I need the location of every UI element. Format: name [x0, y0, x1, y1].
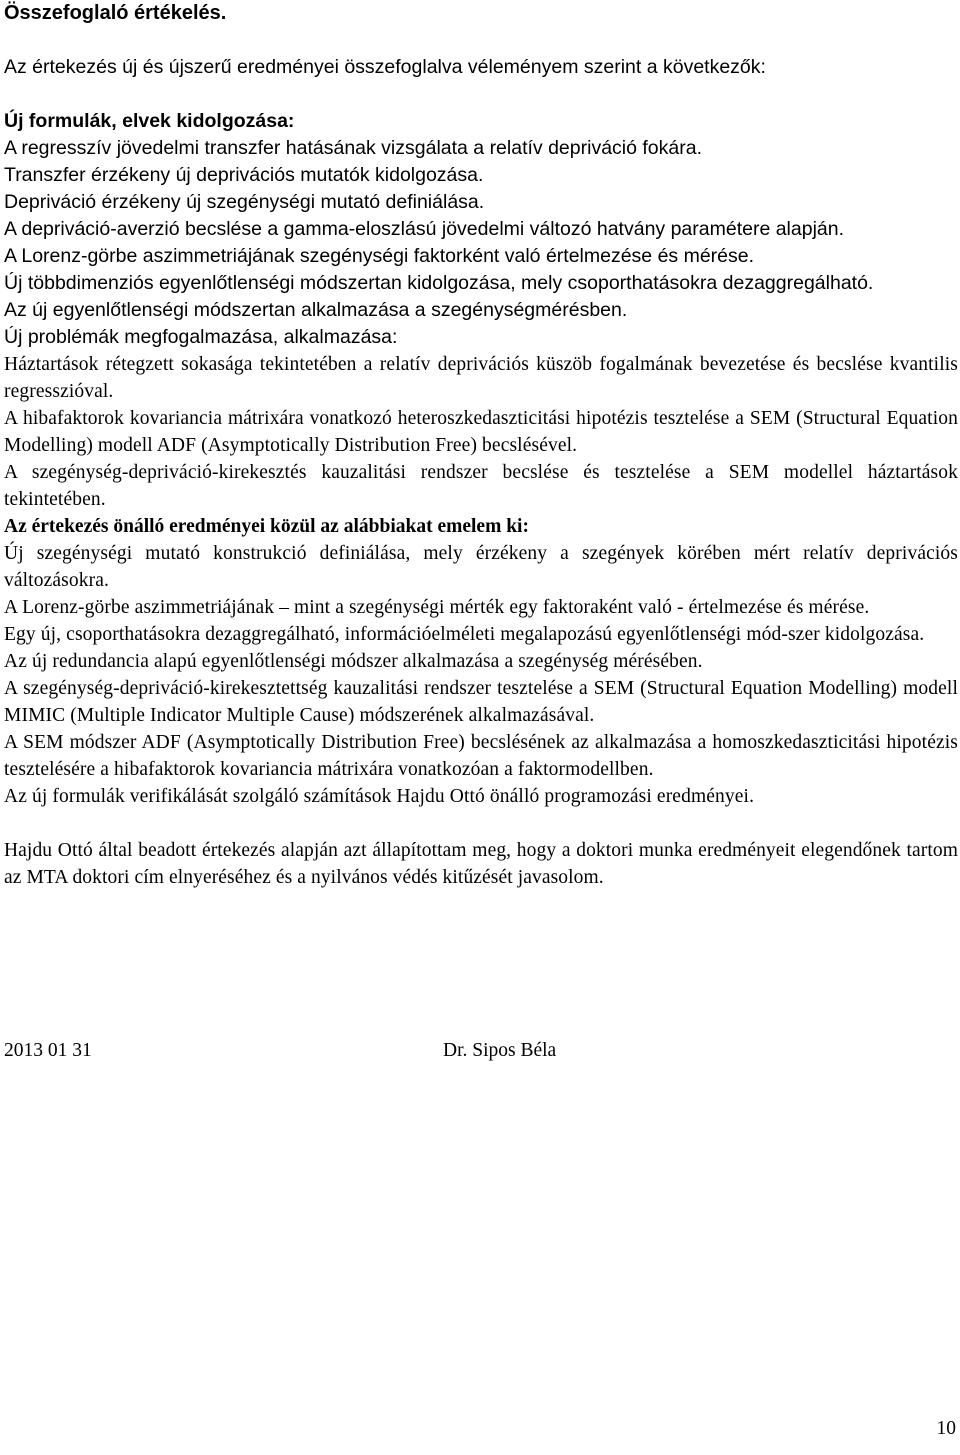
list-item: Új többdimenziós egyenlőtlenségi módszertan kidolgozása, mely csoporthatásokra dezaggregálható.: [4, 272, 874, 294]
signature-date: 2013 01 31: [4, 1040, 92, 1061]
new-problems-title: Új problémák megfogalmazása, alkalmazása:: [4, 326, 398, 348]
document-page: [4, 0, 958, 891]
independent-results-title: Az értekezés önálló eredményei közül az alábbiakat emelem ki:: [4, 516, 529, 537]
list-item: Háztartások rétegzett sokasága tekintetében a relatív deprivációs küszöb fogalmának bevezetése és becslése kvantilis regresszióval.: [4, 354, 958, 402]
list-item: Depriváció érzékeny új szegénységi mutató definiálása.: [4, 191, 485, 213]
list-item: A depriváció-averzió becslése a gamma-eloszlású jövedelmi változó hatvány paramétere alapján.: [4, 218, 845, 240]
independent-results-list: [4, 540, 958, 810]
list-item: A SEM módszer ADF (Asymptotically Distribution Free) becslésének az alkalmazása a homoszkedaszticitási hipotézis tesztelésére a hibafaktorok kovariancia mátrixára vonatkozóan a faktormodellben.: [4, 732, 958, 780]
list-item: Egy új, csoporthatásokra dezaggregálható, információelméleti megalapozású egyenlőtlenségi mód-szer kidolgozása.: [4, 624, 925, 645]
list-item: Transzfer érzékeny új deprivációs mutatók kidolgozása.: [4, 164, 484, 186]
list-item: A regresszív jövedelmi transzfer hatásának vizsgálata a relatív depriváció fokára.: [4, 137, 703, 159]
new-formulas-title: Új formulák, elvek kidolgozása:: [4, 110, 295, 132]
page-number: 10: [936, 1418, 956, 1439]
list-item: A szegénység-depriváció-kirekesztés kauzalitási rendszer becslése és tesztelése a SEM modellel háztartások tekintetében.: [4, 462, 958, 510]
conclusion-paragraph: Hajdu Ottó által beadott értekezés alapján azt állapítottam meg, hogy a doktori munka eredményeit elegendőnek tartom az MTA doktori cím elnyeréséhez és a nyilvános védés kitűzését javasolom.: [4, 840, 958, 888]
list-item: A szegénység-depriváció-kirekesztettség kauzalitási rendszer tesztelése a SEM (Structural Equation Modelling) modell MIMIC (Multiple Indicator Multiple Cause) módszerének alkalmazásával.: [4, 678, 958, 726]
list-item: A Lorenz-görbe aszimmetriájának – mint a szegénységi mérték egy faktoraként való - értelmezése és mérése.: [4, 597, 870, 618]
intro-paragraph: Az értekezés új és újszerű eredményei összefoglalva véleményem szerint a következők:: [4, 56, 766, 78]
list-item: Az új formulák verifikálását szolgáló számítások Hajdu Ottó önálló programozási eredményei.: [4, 786, 755, 807]
signature-name: Dr. Sipos Béla: [443, 1040, 557, 1061]
list-item: Új szegénységi mutató konstrukció definiálása, mely érzékeny a szegények körében mért relatív deprivációs változásokra.: [4, 543, 958, 591]
list-item: A Lorenz-görbe aszimmetriájának szegénységi faktorként való értelmezése és mérése.: [4, 245, 755, 267]
signature-row: [4, 1040, 958, 1068]
list-item: A hibafaktorok kovariancia mátrixára vonatkozó heteroszkedaszticitási hipotézis tesztelése a SEM (Structural Equation Modelling) modell ADF (Asymptotically Distribution Free) becslésével.: [4, 408, 958, 456]
document-heading: Összefoglaló értékelés.: [4, 2, 227, 24]
list-item: Az új redundancia alapú egyenlőtlenségi módszer alkalmazása a szegénység mérésében.: [4, 651, 703, 672]
new-problems-list: [4, 351, 958, 513]
list-item: Az új egyenlőtlenségi módszertan alkalmazása a szegénységmérésben.: [4, 299, 628, 321]
new-formulas-list: [4, 135, 958, 324]
